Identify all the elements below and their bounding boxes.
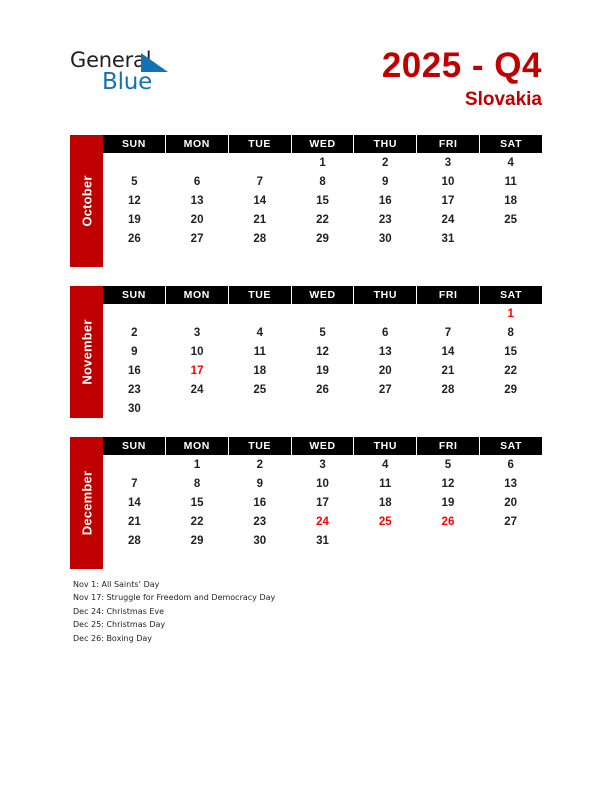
day-cell[interactable]: 18 <box>504 194 518 207</box>
day-cell-empty <box>354 248 417 267</box>
day-cell[interactable]: 28 <box>441 383 455 396</box>
day-cell[interactable]: 16 <box>127 364 141 377</box>
day-cell[interactable]: 23 <box>253 515 267 528</box>
day-cell[interactable]: 6 <box>193 175 201 188</box>
week-row <box>103 323 542 342</box>
day-cell[interactable]: 22 <box>504 364 518 377</box>
day-cell[interactable]: 30 <box>127 402 141 415</box>
week-row <box>103 550 542 569</box>
day-cell[interactable]: 22 <box>316 213 329 226</box>
weekday-header-row <box>103 437 542 455</box>
weekday-sat: SAT <box>480 437 542 455</box>
day-cell[interactable]: 4 <box>382 458 389 471</box>
weekday-sun: SUN <box>103 135 166 153</box>
page-header <box>0 0 612 125</box>
day-cell-holiday[interactable]: 26 <box>441 515 455 528</box>
day-cell[interactable]: 27 <box>190 232 204 245</box>
weekday-wed: WED <box>292 286 355 304</box>
day-cell[interactable]: 27 <box>378 383 392 396</box>
week-row <box>103 399 542 418</box>
weeks-container <box>103 304 542 418</box>
day-cell[interactable]: 13 <box>190 194 204 207</box>
month-label-bar <box>70 437 103 569</box>
legend-item: Dec 24: Christmas Eve <box>73 606 165 616</box>
day-cell[interactable]: 27 <box>504 515 518 528</box>
legend-item: Nov 1: All Saints’ Day <box>73 580 160 589</box>
weekday-sat: SAT <box>480 135 542 153</box>
day-cell-empty <box>417 399 480 418</box>
week-row <box>103 512 542 531</box>
week-row <box>103 474 542 493</box>
day-cell[interactable]: 22 <box>190 515 204 528</box>
day-cell[interactable]: 29 <box>190 534 204 547</box>
weekday-fri: FRI <box>417 135 480 153</box>
week-row <box>103 531 542 550</box>
day-cell-empty <box>166 248 229 267</box>
day-cell[interactable]: 3 <box>444 156 452 169</box>
day-cell-empty <box>291 550 354 569</box>
day-cell-empty <box>228 399 291 418</box>
month-label-bar <box>70 135 103 267</box>
day-cell-holiday[interactable]: 25 <box>378 515 392 528</box>
weeks-container <box>103 153 542 267</box>
day-cell-empty <box>479 531 542 550</box>
day-cell-empty <box>228 248 291 267</box>
month-name: November <box>79 319 94 385</box>
day-cell[interactable]: 19 <box>127 213 141 226</box>
day-cell-empty <box>166 153 229 172</box>
weekday-tue: TUE <box>229 437 292 455</box>
day-cell[interactable]: 31 <box>316 534 329 547</box>
day-cell-holiday[interactable]: 17 <box>190 364 204 377</box>
day-cell[interactable]: 16 <box>378 194 392 207</box>
day-cell[interactable]: 15 <box>504 345 518 358</box>
legend-item: Nov 17: Struggle for Freedom and Democracy Day <box>73 593 276 603</box>
weekday-mon: MON <box>166 286 229 304</box>
day-cell-empty <box>354 304 417 323</box>
day-cell[interactable]: 7 <box>444 326 452 339</box>
day-cell[interactable]: 14 <box>253 194 267 207</box>
day-cell[interactable]: 26 <box>127 232 141 245</box>
day-cell[interactable]: 21 <box>127 515 141 528</box>
day-cell-empty <box>103 304 166 323</box>
day-cell[interactable]: 29 <box>316 232 329 245</box>
day-cell[interactable]: 24 <box>190 383 204 396</box>
day-cell-empty <box>166 550 229 569</box>
day-cell-empty <box>417 550 480 569</box>
country-subtitle: Slovakia <box>464 89 542 110</box>
day-cell[interactable]: 11 <box>379 477 392 490</box>
day-cell[interactable]: 6 <box>507 458 514 471</box>
month-name: October <box>79 175 94 227</box>
day-cell-empty <box>479 399 542 418</box>
day-cell-empty <box>103 550 166 569</box>
day-cell[interactable]: 8 <box>507 326 514 339</box>
day-cell[interactable]: 17 <box>441 194 455 207</box>
day-cell[interactable]: 23 <box>378 213 392 226</box>
day-cell[interactable]: 1 <box>193 458 201 471</box>
day-cell-empty <box>354 531 417 550</box>
day-cell-empty <box>479 229 542 248</box>
legend-item: Dec 26: Boxing Day <box>73 633 153 643</box>
day-cell-empty <box>479 248 542 267</box>
weekday-tue: TUE <box>229 286 292 304</box>
day-cell[interactable]: 14 <box>441 345 455 358</box>
day-cell[interactable]: 20 <box>378 364 392 377</box>
day-cell[interactable]: 16 <box>253 496 267 509</box>
day-cell[interactable]: 4 <box>507 156 514 169</box>
day-cell[interactable]: 13 <box>504 477 518 490</box>
weekday-fri: FRI <box>417 437 480 455</box>
day-cell[interactable]: 6 <box>382 326 389 339</box>
day-cell-empty <box>291 304 354 323</box>
general-blue-logo <box>70 48 250 100</box>
day-cell[interactable]: 4 <box>256 326 263 339</box>
weekday-fri: FRI <box>417 286 480 304</box>
week-row <box>103 172 542 191</box>
month-block-november <box>70 286 542 418</box>
day-cell-empty <box>417 248 480 267</box>
day-cell-holiday[interactable]: 1 <box>507 307 514 320</box>
week-row <box>103 361 542 380</box>
day-cell[interactable]: 30 <box>253 534 267 547</box>
day-cell[interactable]: 5 <box>131 175 138 188</box>
week-row <box>103 342 542 361</box>
day-cell-empty <box>166 304 229 323</box>
legend-item: Dec 25: Christmas Day <box>73 620 166 630</box>
day-cell[interactable]: 2 <box>131 326 138 339</box>
day-cell[interactable]: 3 <box>319 458 326 471</box>
weekday-wed: WED <box>292 437 355 455</box>
day-cell[interactable]: 20 <box>190 213 204 226</box>
day-cell[interactable]: 11 <box>253 345 266 358</box>
month-label-bar <box>70 286 103 418</box>
day-cell-empty <box>354 550 417 569</box>
day-cell-empty <box>103 248 166 267</box>
week-row <box>103 304 542 323</box>
day-cell[interactable]: 15 <box>316 194 329 207</box>
day-cell[interactable]: 12 <box>441 477 455 490</box>
day-cell[interactable]: 18 <box>378 496 392 509</box>
weekday-tue: TUE <box>229 135 292 153</box>
day-cell[interactable]: 7 <box>131 477 138 490</box>
day-cell[interactable]: 8 <box>193 477 201 490</box>
day-cell[interactable]: 10 <box>441 175 455 188</box>
day-cell-empty <box>228 153 291 172</box>
day-cell[interactable]: 21 <box>441 364 455 377</box>
month-block-october <box>70 135 542 267</box>
weekday-sun: SUN <box>103 286 166 304</box>
holiday-legend <box>73 578 513 645</box>
day-cell[interactable]: 25 <box>504 213 518 226</box>
day-cell-empty <box>291 248 354 267</box>
day-cell-empty <box>417 531 480 550</box>
weekday-mon: MON <box>166 135 229 153</box>
day-cell[interactable]: 9 <box>256 477 263 490</box>
day-cell[interactable]: 5 <box>444 458 452 471</box>
day-cell[interactable]: 19 <box>316 364 329 377</box>
day-cell-holiday[interactable]: 24 <box>316 515 329 528</box>
day-cell[interactable]: 23 <box>127 383 141 396</box>
day-cell[interactable]: 10 <box>190 345 204 358</box>
day-cell[interactable]: 31 <box>441 232 455 245</box>
day-cell[interactable]: 10 <box>316 477 329 490</box>
day-cell[interactable]: 30 <box>378 232 392 245</box>
month-grid <box>103 437 542 569</box>
weekday-mon: MON <box>166 437 229 455</box>
day-cell[interactable]: 11 <box>504 175 517 188</box>
day-cell[interactable]: 17 <box>316 496 329 509</box>
day-cell-empty <box>291 399 354 418</box>
day-cell[interactable]: 2 <box>256 458 263 471</box>
day-cell[interactable]: 15 <box>190 496 204 509</box>
week-row <box>103 229 542 248</box>
day-cell[interactable]: 12 <box>127 194 141 207</box>
day-cell[interactable]: 19 <box>441 496 455 509</box>
day-cell-empty <box>417 304 480 323</box>
weekday-thu: THU <box>354 437 417 455</box>
day-cell[interactable]: 5 <box>319 326 326 339</box>
day-cell[interactable]: 28 <box>253 232 267 245</box>
weekday-header-row <box>103 135 542 153</box>
day-cell[interactable]: 8 <box>319 175 326 188</box>
day-cell[interactable]: 1 <box>319 156 326 169</box>
day-cell[interactable]: 3 <box>193 326 201 339</box>
day-cell-empty <box>103 455 166 474</box>
day-cell[interactable]: 2 <box>382 156 389 169</box>
day-cell[interactable]: 12 <box>316 345 329 358</box>
weekday-sat: SAT <box>480 286 542 304</box>
week-row <box>103 380 542 399</box>
week-row <box>103 210 542 229</box>
day-cell-empty <box>103 153 166 172</box>
day-cell-empty <box>479 550 542 569</box>
day-cell[interactable]: 14 <box>127 496 141 509</box>
day-cell[interactable]: 9 <box>382 175 389 188</box>
week-row <box>103 153 542 172</box>
day-cell[interactable]: 26 <box>316 383 329 396</box>
day-cell[interactable]: 29 <box>504 383 518 396</box>
week-row <box>103 248 542 267</box>
weekday-header-row <box>103 286 542 304</box>
logo-text-blue: Blue <box>102 69 153 95</box>
page-title: 2025 - Q4 <box>381 46 542 85</box>
day-cell[interactable]: 18 <box>253 364 267 377</box>
weekday-thu: THU <box>354 286 417 304</box>
day-cell[interactable]: 13 <box>378 345 392 358</box>
day-cell-empty <box>166 399 229 418</box>
day-cell[interactable]: 24 <box>441 213 455 226</box>
day-cell[interactable]: 20 <box>504 496 518 509</box>
weekday-wed: WED <box>292 135 355 153</box>
week-row <box>103 191 542 210</box>
day-cell-empty <box>354 399 417 418</box>
day-cell[interactable]: 28 <box>127 534 141 547</box>
day-cell[interactable]: 7 <box>256 175 263 188</box>
day-cell-empty <box>228 550 291 569</box>
week-row <box>103 493 542 512</box>
weeks-container <box>103 455 542 569</box>
week-row <box>103 455 542 474</box>
day-cell[interactable]: 21 <box>253 213 267 226</box>
logo-text-general: General <box>70 48 152 72</box>
day-cell-empty <box>228 304 291 323</box>
month-grid <box>103 286 542 418</box>
weekday-sun: SUN <box>103 437 166 455</box>
month-name: December <box>79 470 94 536</box>
month-grid <box>103 135 542 267</box>
day-cell[interactable]: 25 <box>253 383 267 396</box>
day-cell[interactable]: 9 <box>131 345 138 358</box>
weekday-thu: THU <box>354 135 417 153</box>
title-block <box>382 46 542 112</box>
month-block-december <box>70 437 542 569</box>
